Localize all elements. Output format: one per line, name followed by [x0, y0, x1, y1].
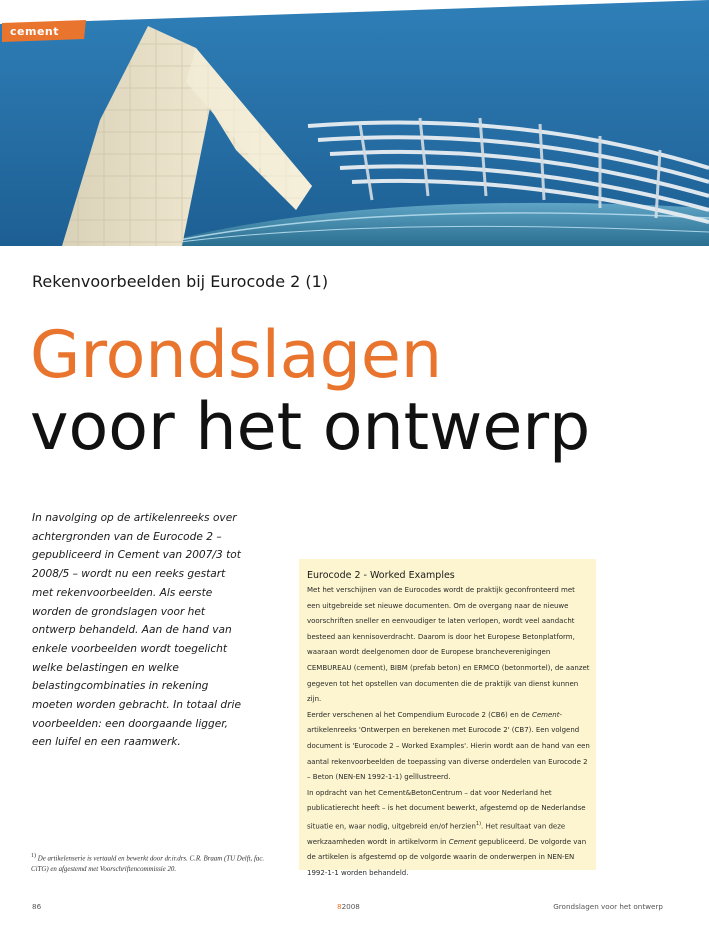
info-box: [299, 559, 596, 878]
page-number: 86: [32, 902, 42, 911]
intro-paragraph: In navolging op de artikelenreeks over achtergronden van de Eurocode 2 – gepubliceerd in Cement van 2007/3 tot 2008/5 – wordt nu een reeks gestart met rekenvoorbeelden. Als eerste worden de grondslagen voor het ontwerp behandeld. Aan de hand van enkele voorbeelden wordt toegelicht welke belastingen en welke belastingcombinaties in rekening moeten worden gebracht. In totaal drie voorbeelden: een doorgaande ligger, een luifel en een raamwerk.: [32, 512, 241, 749]
article-title-line-1: Grondslagen: [30, 318, 443, 393]
info-box-title: Eurocode 2 - Worked Examples: [307, 570, 455, 581]
footnote: [31, 851, 281, 875]
info-box-paragraph-2-end: -artikelenreeks 'Ontwerpen en berekenen met Eurocode 2' (CB7). Een volgend document is 'Eurocode 2 – Worked Examples'. Hierin wordt aan de hand van een aantal rekenvoorbeelden de toepassing van diverse onderdelen van Eurocode 2 – Beton (NEN-EN 1992-1-1) geïllustreerd.: [307, 710, 590, 782]
building-photo: [0, 0, 709, 246]
info-box-paragraph-3-start: In opdracht van het Cement&BetonCentrum – dat voor Nederland het publicatierecht heeft – is het document bewerkt, afgestemd op de Nederlandse situatie en, waar nodig, uitgebreid en/of herzien: [307, 788, 586, 831]
article-title-line-2: voor het ontwerp: [30, 390, 591, 465]
footnote-marker: 1): [31, 853, 36, 859]
issue-number: 8: [337, 902, 342, 911]
footnote-text: De artikelenserie is vertaald en bewerkt door dr.ir.drs. C.R. Braam (TU Delft, fac. CiTG) en afgestemd met Voorschriftencommissie 20.: [31, 855, 265, 874]
cement-emphasis: Cement: [448, 837, 477, 846]
issue-label: [337, 902, 360, 911]
running-title: Grondslagen voor het ontwerp: [553, 902, 663, 911]
logo-text: cement: [10, 25, 59, 38]
info-box-paragraph-3-end: gepubliceerd. De volgorde van de artikelen is afgestemd op de volgorde waarin de onderwerpen in NEN-EN 1992-1-1 worden behandeld.: [307, 837, 587, 878]
cement-emphasis: Cement: [531, 710, 560, 719]
info-box-paragraph-2-start: Eerder verschenen al het Compendium Eurocode 2 (CB6) en de: [307, 710, 532, 719]
issue-year: 2008: [341, 902, 360, 911]
header-photo: [0, 0, 709, 246]
footnote-reference: 1): [475, 820, 482, 827]
info-box-body: [307, 583, 590, 882]
info-box-paragraph-3-middle: . Het resultaat van deze werkzaamheden wordt in artikelvorm in: [307, 822, 566, 846]
series-title: Rekenvoorbeelden bij Eurocode 2 (1): [32, 272, 329, 291]
info-box-paragraph-1: Met het verschijnen van de Eurocodes wordt de praktijk geconfronteerd met een uitgebreide set nieuwe documenten. Om de overgang naar de nieuwe voorschriften sneller en eenvoudiger te laten verlopen, wordt veel aandacht besteed aan kennisoverdracht. Daarom is door het Europese Betonplatform, waaraan wordt deelgenomen door de Europese brancheverenigingen CEMBUREAU (cement), BIBM (prefab beton) en ERMCO (betonmortel), de aanzet gegeven tot het opstellen van documenten die de praktijk van dienst kunnen zijn.: [307, 586, 590, 704]
